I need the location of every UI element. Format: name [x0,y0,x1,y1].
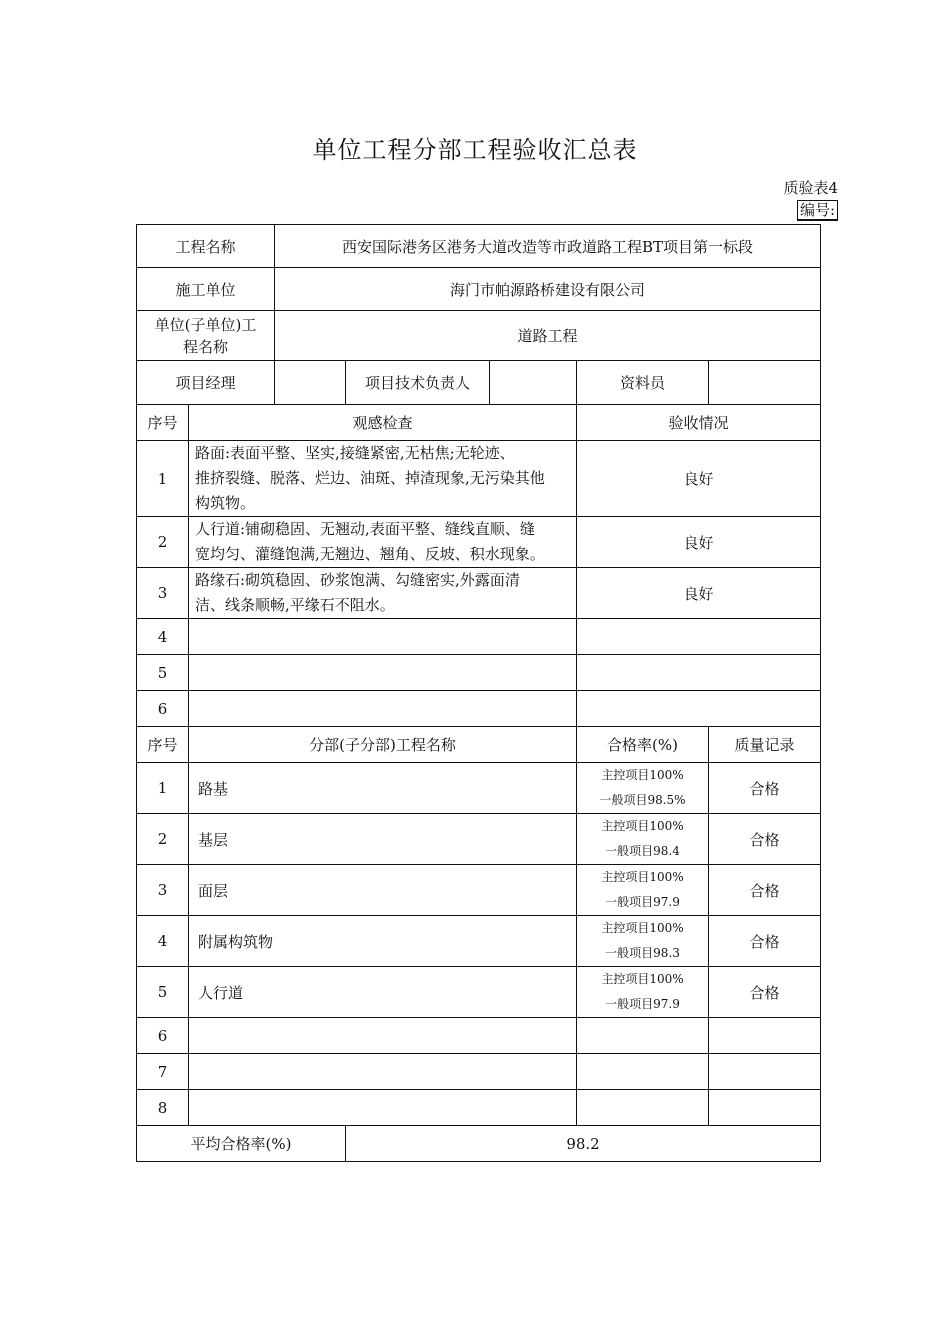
inspection-result [577,655,821,691]
section-name [189,1018,577,1054]
section-rate [577,865,709,916]
section-name: 基层 [189,814,577,865]
personnel-row [137,361,821,405]
inspection-item-header: 观感检查 [189,405,577,441]
section-name [189,1054,577,1090]
section-record-header: 质量记录 [709,727,821,763]
contractor-value: 海门市帕源路桥建设有限公司 [275,268,821,311]
average-label: 平均合格率(%) [137,1126,346,1162]
section-header-row [137,727,821,763]
tech-lead-label: 项目技术负责人 [346,361,490,405]
section-rate-general: 一般项目98.5% [599,793,686,807]
inspection-row [137,568,821,619]
section-rate [577,814,709,865]
section-no: 2 [137,814,189,865]
inspection-item [189,568,577,619]
section-rate-general: 一般项目97.9 [605,997,680,1011]
section-record [709,1090,821,1126]
inspection-row [137,655,821,691]
section-no: 3 [137,865,189,916]
inspection-item [189,619,577,655]
unit-name-label-line-1: 单位(子单位)工 [154,315,257,334]
page-title: 单位工程分部工程验收汇总表 [312,136,638,164]
section-name: 面层 [189,865,577,916]
section-name-header: 分部(子分部)工程名称 [189,727,577,763]
inspection-row [137,441,821,517]
inspection-header-row [137,405,821,441]
section-rate-general: 一般项目97.9 [605,895,680,909]
section-rate [577,763,709,814]
section-record [709,1018,821,1054]
section-name [189,1090,577,1126]
section-name: 路基 [189,763,577,814]
unit-name-value: 道路工程 [275,311,821,361]
section-record: 合格 [709,967,821,1018]
inspection-item [189,691,577,727]
inspection-item [189,441,577,517]
section-record: 合格 [709,814,821,865]
inspection-item-line: 宽均匀、灌缝饱满,无翘边、翘角、反坡、积水现象。 [195,545,545,563]
inspection-item-line: 人行道:铺砌稳固、无翘动,表面平整、缝线直顺、缝 [195,520,535,538]
inspection-item-line: 路面:表面平整、坚实,接缝紧密,无枯焦;无轮迹、 [195,444,515,462]
section-rate-main: 主控项目100% [601,921,684,935]
section-row [137,967,821,1018]
unit-name-row [137,311,821,361]
section-no-header: 序号 [137,727,189,763]
contractor-label: 施工单位 [137,268,275,311]
inspection-result [577,619,821,655]
section-no: 6 [137,1018,189,1054]
section-name: 附属构筑物 [189,916,577,967]
section-record [709,1054,821,1090]
section-row [137,865,821,916]
section-row [137,1018,821,1054]
clerk-value [709,361,821,405]
section-rate-main: 主控项目100% [601,972,684,986]
inspection-item-line: 构筑物。 [195,494,256,512]
unit-name-label-line-2: 程名称 [183,337,229,356]
inspection-result-header: 验收情况 [577,405,821,441]
inspection-no: 6 [137,691,189,727]
project-name-label: 工程名称 [137,225,275,268]
section-rate [577,967,709,1018]
section-rate-general: 一般项目98.4 [605,844,680,858]
inspection-result: 良好 [577,517,821,568]
manager-value [275,361,346,405]
section-no: 8 [137,1090,189,1126]
inspection-item [189,517,577,568]
inspection-item-line: 路缘石:砌筑稳固、砂浆饱满、勾缝密实,外露面清 [195,571,520,589]
inspection-row [137,619,821,655]
inspection-item-line: 推挤裂缝、脱落、烂边、油斑、掉渣现象,无污染其他 [195,469,545,487]
average-row [137,1126,821,1162]
inspection-no: 5 [137,655,189,691]
inspection-no: 4 [137,619,189,655]
inspection-result [577,691,821,727]
section-rate [577,1054,709,1090]
section-rate-header: 合格率(%) [577,727,709,763]
section-no: 7 [137,1054,189,1090]
section-rate-main: 主控项目100% [601,768,684,782]
form-number: 质验表4 [783,179,838,197]
section-name: 人行道 [189,967,577,1018]
serial-number-label: 编号: [797,200,838,221]
section-row [137,763,821,814]
project-name-value: 西安国际港务区港务大道改造等市政道路工程BT项目第一标段 [275,225,821,268]
clerk-label: 资料员 [577,361,709,405]
inspection-no: 2 [137,517,189,568]
project-name-row [137,225,821,268]
section-rate-main: 主控项目100% [601,819,684,833]
section-rate [577,1018,709,1054]
inspection-no-header: 序号 [137,405,189,441]
average-value: 98.2 [346,1126,821,1162]
section-no: 4 [137,916,189,967]
tech-lead-value [490,361,577,405]
inspection-item [189,655,577,691]
section-row [137,814,821,865]
manager-label: 项目经理 [137,361,275,405]
inspection-row [137,517,821,568]
contractor-row [137,268,821,311]
section-row [137,1054,821,1090]
section-row [137,1090,821,1126]
section-rate-general: 一般项目98.3 [605,946,680,960]
section-record: 合格 [709,916,821,967]
acceptance-summary-table [136,224,821,1162]
inspection-result: 良好 [577,568,821,619]
section-row [137,916,821,967]
inspection-row [137,691,821,727]
section-no: 5 [137,967,189,1018]
section-rate [577,1090,709,1126]
inspection-result: 良好 [577,441,821,517]
inspection-no: 1 [137,441,189,517]
section-no: 1 [137,763,189,814]
inspection-item-line: 洁、线条顺畅,平缘石不阻水。 [195,596,395,614]
section-rate-main: 主控项目100% [601,870,684,884]
section-rate [577,916,709,967]
inspection-no: 3 [137,568,189,619]
section-record: 合格 [709,865,821,916]
section-record: 合格 [709,763,821,814]
unit-name-label [137,311,275,361]
